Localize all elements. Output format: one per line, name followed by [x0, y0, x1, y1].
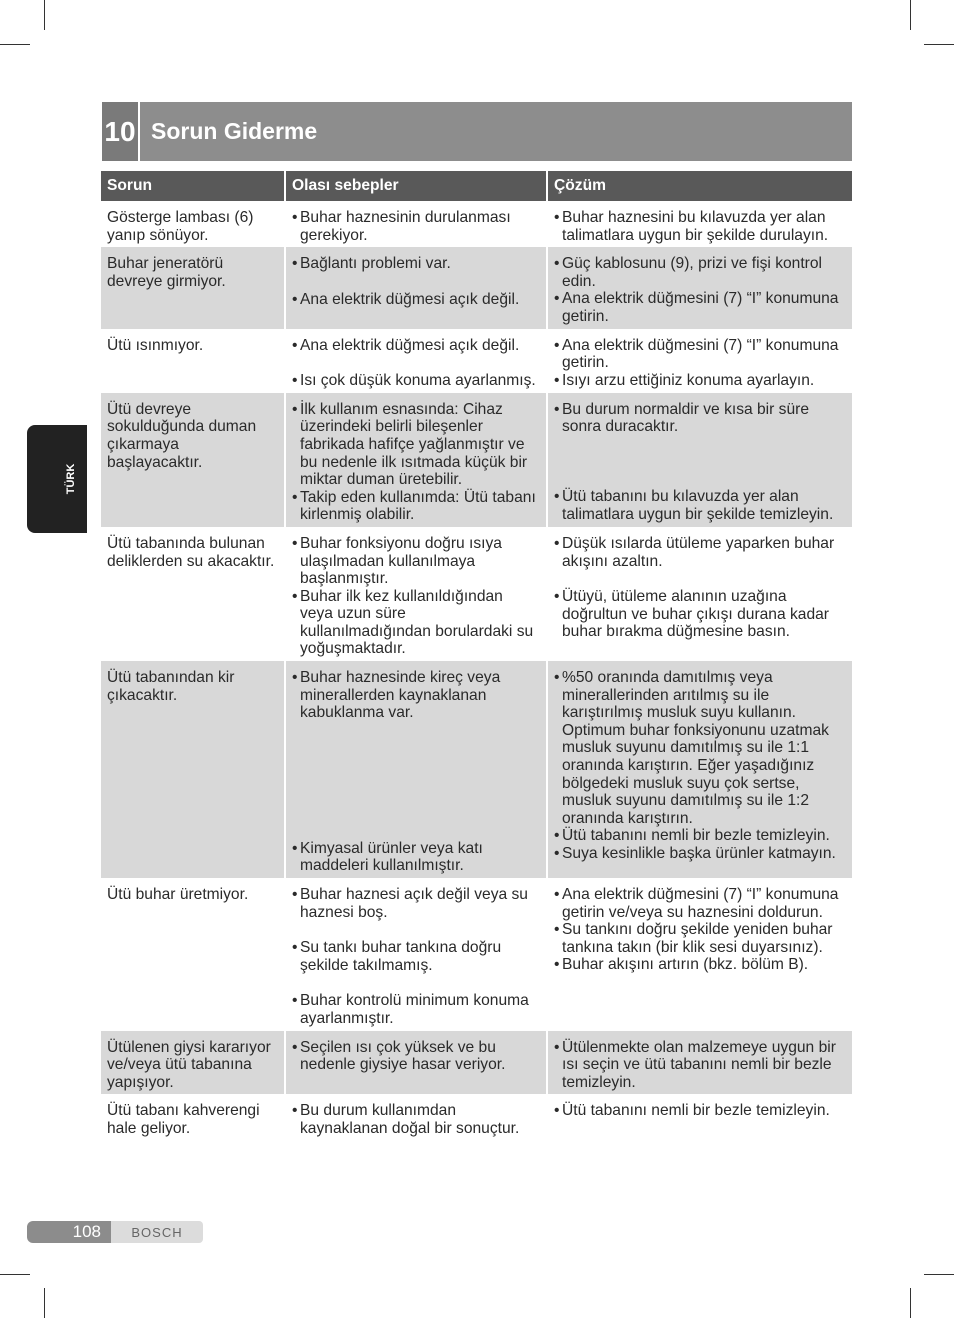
crop-mark: [924, 1274, 954, 1275]
problem-cell: Ütü buhar üretmiyor.: [101, 878, 285, 1031]
causes-cell: [285, 329, 547, 393]
bullet-item: [292, 291, 540, 309]
problem-cell: Ütü tabanında bulunan deliklerden su akacaktır.: [101, 527, 285, 661]
bullet-text: Bu durum normaldir ve kısa bir süre sonra duracaktır.: [562, 400, 809, 436]
page-number: 108: [27, 1221, 111, 1243]
bullet-marker: •: [554, 255, 560, 273]
section-header: [102, 102, 852, 161]
bullet-marker: •: [292, 488, 298, 506]
bullet-text: Ütülenmekte olan malzemeye uygun bir ısı seçin ve ütü tabanını nemli bir bezle temizleyin.: [562, 1038, 836, 1091]
bullet-item: [554, 845, 846, 863]
solution-cell: [547, 661, 852, 878]
troubleshooting-table: [101, 171, 852, 1141]
solution-cell: [547, 247, 852, 328]
bullet-text: %50 oranında damıtılmış veya minerallerinden arıtılmış su ile karıştırılmış musluk suyu kullanın. Optimum buhar fonksiyonunu uzatmak musluk suyunu damıtılmış su ile 1:1 oranında karıştırın. Eğer yaşadığınız bölgedeki musluk suyu çok sertse, musluk suyunu damıtılmış su ile 1:2 oranında karıştırın.: [562, 669, 829, 827]
bullet-text: Ütü tabanını nemli bir bezle temizleyin.: [562, 1102, 830, 1120]
bullet-item: [554, 1102, 846, 1120]
causes-cell: [285, 201, 547, 247]
bullet-marker: •: [554, 886, 560, 904]
crop-mark: [910, 0, 911, 30]
solution-cell: [547, 878, 852, 1031]
bullet-item: [292, 209, 540, 244]
bullet-item: [292, 372, 540, 390]
bullet-marker: •: [554, 1038, 560, 1056]
bullet-marker: •: [292, 290, 298, 308]
crop-mark: [0, 44, 30, 45]
bullet-item: [292, 1039, 540, 1074]
bullet-item: [292, 992, 540, 1027]
problem-cell: Ütü ısınmıyor.: [101, 329, 285, 393]
bullet-item: [554, 669, 846, 827]
crop-mark: [44, 1288, 45, 1318]
problem-cell: Buhar jeneratörü devreye girmiyor.: [101, 247, 285, 328]
bullet-item: [292, 535, 540, 588]
bullet-item: [292, 401, 540, 489]
bullet-text: İlk kullanım esnasında: Cihaz üzerindeki belirli bileşenler fabrikada hafifçe yağlanmıştır ve bu nedenle ilk ısıtmada küçük bir miktar duman üretebilir.: [300, 400, 528, 489]
bullet-text: Buhar haznesinin durulanması gerekiyor.: [300, 209, 511, 244]
table-row: [101, 1094, 852, 1140]
bullet-text: Suya kesinlikle başka ürünler katmayın.: [562, 845, 836, 862]
bullet-item: [554, 372, 846, 390]
bullet-text: Güç kablosunu (9), prizi ve fişi kontrol edin.: [562, 255, 822, 290]
causes-cell: [285, 661, 547, 878]
bullet-item: [554, 1039, 846, 1092]
bullet-text: Buhar ilk kez kullanıldığından veya uzun süre kullanılmadığından borulardaki su yoğuşmaktadır.: [300, 587, 534, 658]
bullet-text: Ütü tabanını nemli bir bezle temizleyin.: [562, 827, 830, 845]
table-row: [101, 661, 852, 878]
bullet-marker: •: [292, 400, 298, 418]
bullet-item: [554, 401, 846, 436]
bullet-item: [554, 337, 846, 372]
causes-cell: [285, 1031, 547, 1095]
bullet-item: [554, 921, 846, 956]
bullet-item: [554, 488, 846, 523]
table-row: [101, 247, 852, 328]
bullet-marker: •: [292, 372, 298, 390]
bullet-marker: •: [292, 534, 298, 552]
bullet-marker: •: [292, 587, 298, 605]
bullet-text: Buhar haznesinde kireç veya minerallerden kaynaklanan kabuklanma var.: [300, 669, 501, 722]
column-header-solution: Çözüm: [547, 171, 852, 201]
bullet-text: Takip eden kullanımda: Ütü tabanı kirlenmiş olabilir.: [300, 488, 536, 524]
bullet-marker: •: [292, 669, 298, 687]
bullet-item: [292, 255, 540, 273]
bullet-text: Ana elektrik düğmesi açık değil.: [300, 290, 520, 308]
bullet-marker: •: [554, 487, 560, 505]
causes-cell: [285, 247, 547, 328]
bullet-text: Ana elektrik düğmesini (7) “I” konumuna getirin.: [562, 290, 839, 325]
bullet-item: [292, 489, 540, 524]
bullet-text: Ana elektrik düğmesini (7) “I” konumuna getirin.: [562, 336, 839, 372]
table-row: [101, 329, 852, 393]
table-row: [101, 201, 852, 247]
bullet-text: Isıyı arzu ettiğiniz konuma ayarlayın.: [562, 371, 815, 389]
causes-cell: [285, 393, 547, 527]
bullet-marker: •: [292, 939, 298, 957]
problem-cell: Ütülenen giysi kararıyor ve/veya ütü tabanına yapışıyor.: [101, 1031, 285, 1095]
bullet-item: [554, 588, 846, 641]
bullet-marker: •: [292, 336, 298, 354]
bullet-text: Ütüyü, ütüleme alanının uzağına doğrultun ve buhar çıkışı durana kadar buhar bırakma düğmesine basın.: [562, 588, 829, 641]
bullet-item: [554, 535, 846, 570]
bullet-text: Buhar kontrolü minimum konuma ayarlanmıştır.: [300, 992, 529, 1027]
problem-cell: Gösterge lambası (6) yanıp sönüyor.: [101, 201, 285, 247]
table-row: [101, 393, 852, 527]
bullet-item: [292, 588, 540, 658]
causes-cell: [285, 527, 547, 661]
section-number: 10: [102, 102, 140, 161]
problem-cell: Ütü tabanından kir çıkacaktır.: [101, 661, 285, 878]
bullet-marker: •: [292, 255, 298, 273]
bullet-item: [292, 337, 540, 355]
section-title: Sorun Giderme: [151, 118, 318, 144]
bullet-marker: •: [554, 336, 560, 354]
bullet-marker: •: [554, 669, 560, 687]
solution-cell: [547, 1031, 852, 1095]
language-label: TÜRK: [65, 463, 77, 495]
bullet-marker: •: [292, 839, 298, 857]
bullet-item: [292, 939, 540, 974]
solution-cell: [547, 393, 852, 527]
bullet-marker: •: [554, 400, 560, 418]
bullet-text: Buhar akışını artırın (bkz. bölüm B).: [562, 956, 809, 974]
bullet-text: Seçilen ısı çok yüksek ve bu nedenle giysiye hasar veriyor.: [300, 1038, 506, 1074]
table-row: [101, 527, 852, 661]
bullet-marker: •: [554, 534, 560, 552]
bullet-item: [292, 886, 540, 921]
bullet-text: Bağlantı problemi var.: [300, 255, 451, 273]
bullet-text: Isı çok düşük konuma ayarlanmış.: [300, 372, 536, 390]
solution-cell: [547, 201, 852, 247]
crop-mark: [924, 44, 954, 45]
bullet-text: Buhar fonksiyonu doğru ısıya ulaşılmadan kullanılmaya başlanmıştır.: [300, 534, 502, 588]
bullet-marker: •: [292, 1102, 298, 1120]
bullet-marker: •: [554, 827, 560, 845]
bullet-text: Buhar haznesi açık değil veya su haznesi boş.: [300, 886, 528, 921]
bullet-text: Kimyasal ürünler veya katı maddeleri kullanılmıştır.: [300, 839, 483, 875]
bullet-marker: •: [554, 588, 560, 606]
bullet-item: [554, 956, 846, 974]
table-row: [101, 1031, 852, 1095]
brand-label: BOSCH: [111, 1221, 203, 1243]
bullet-item: [554, 209, 846, 244]
bullet-item: [554, 255, 846, 290]
bullet-marker: •: [554, 290, 560, 308]
solution-cell: [547, 1094, 852, 1140]
problem-cell: Ütü devreye sokulduğunda duman çıkarmaya başlayacaktır.: [101, 393, 285, 527]
causes-cell: [285, 878, 547, 1031]
bullet-marker: •: [292, 886, 298, 904]
bullet-marker: •: [554, 921, 560, 939]
bullet-item: [292, 840, 540, 875]
crop-mark: [0, 1274, 30, 1275]
bullet-marker: •: [554, 956, 560, 974]
language-side-tab: [27, 425, 87, 533]
problem-cell: Ütü tabanı kahverengi hale geliyor.: [101, 1094, 285, 1140]
solution-cell: [547, 329, 852, 393]
solution-cell: [547, 527, 852, 661]
crop-mark: [44, 0, 45, 30]
bullet-text: Düşük ısılarda ütüleme yaparken buhar akışını azaltın.: [562, 534, 835, 570]
bullet-marker: •: [292, 992, 298, 1010]
column-header-causes: Olası sebepler: [285, 171, 547, 201]
bullet-text: Su tankını doğru şekilde yeniden buhar tankına takın (bir klik sesi duyarsınız).: [562, 921, 833, 956]
bullet-marker: •: [554, 371, 560, 389]
bullet-text: Ana elektrik düğmesi açık değil.: [300, 336, 520, 354]
bullet-text: Ütü tabanını bu kılavuzda yer alan talimatlara uygun bir şekilde temizleyin.: [562, 487, 834, 523]
bullet-marker: •: [554, 209, 560, 226]
table-row: [101, 878, 852, 1031]
bullet-item: [554, 827, 846, 845]
causes-cell: [285, 1094, 547, 1140]
bullet-item: [292, 669, 540, 722]
bullet-text: Ana elektrik düğmesini (7) “I” konumuna getirin ve/veya su haznesini doldurun.: [562, 886, 839, 921]
table-header-row: [101, 171, 852, 201]
bullet-marker: •: [554, 845, 560, 862]
bullet-item: [292, 1102, 540, 1137]
bullet-marker: •: [292, 209, 298, 226]
column-header-problem: Sorun: [101, 171, 285, 201]
bullet-text: Buhar haznesini bu kılavuzda yer alan talimatlara uygun bir şekilde durulayın.: [562, 209, 829, 244]
bullet-marker: •: [292, 1038, 298, 1056]
bullet-marker: •: [554, 1102, 560, 1120]
bullet-text: Su tankı buhar tankına doğru şekilde takılmamış.: [300, 939, 502, 974]
bullet-text: Bu durum kullanımdan kaynaklanan doğal bir sonuçtur.: [300, 1102, 520, 1137]
crop-mark: [910, 1288, 911, 1318]
bullet-item: [554, 886, 846, 921]
bullet-item: [554, 290, 846, 325]
